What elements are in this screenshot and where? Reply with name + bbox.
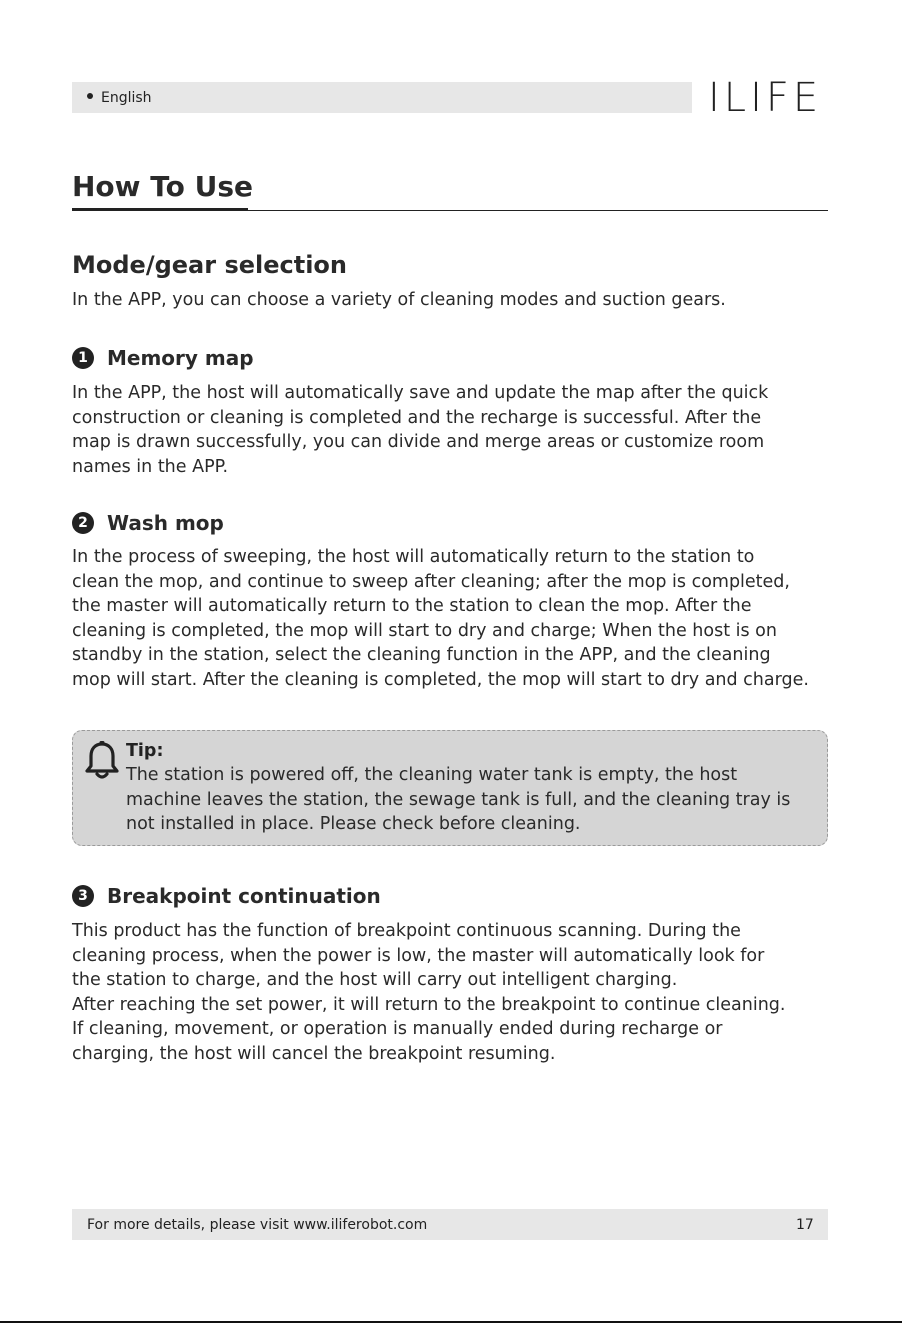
tip-line: not installed in place. Please check before cleaning. xyxy=(126,814,581,835)
body-line: construction or cleaning is completed and the recharge is successful. After the xyxy=(72,407,762,428)
number-3-icon: 3 xyxy=(72,885,94,907)
body-line: names in the APP. xyxy=(72,456,229,477)
tip-line: The station is powered off, the cleaning water tank is empty, the host xyxy=(126,765,738,785)
body-line: cleaning is completed, the mop will start to dry and charge; When the host is on xyxy=(72,620,777,641)
body-line: After reaching the set power, it will return to the breakpoint to continue cleaning. xyxy=(72,994,786,1015)
body-line: clean the mop, and continue to sweep after cleaning; after the mop is completed, xyxy=(72,571,790,592)
body-line: mop will start. After the cleaning is completed, the mop will start to dry and charge. xyxy=(72,669,809,690)
tip-label: Tip: xyxy=(126,741,164,761)
bell-icon xyxy=(84,740,120,780)
body-line: If cleaning, movement, or operation is manually ended during recharge or xyxy=(72,1019,723,1040)
body-line: standby in the station, select the cleaning function in the APP, and the cleaning xyxy=(72,645,771,666)
page-number: 17 xyxy=(796,1217,814,1233)
item-body-memory-map xyxy=(72,381,852,479)
item-body-breakpoint-continuation xyxy=(72,919,852,1067)
header-bar xyxy=(72,82,692,113)
item-body-wash-mop xyxy=(72,545,852,693)
bottom-rule xyxy=(0,1321,902,1323)
item-heading-memory-map xyxy=(72,344,254,372)
item-title: Breakpoint continuation xyxy=(107,884,381,908)
body-line: charging, the host will cancel the breakpoint resuming. xyxy=(72,1043,556,1064)
footer-text: For more details, please visit www.iliferobot.com xyxy=(87,1217,428,1233)
number-2-icon: 2 xyxy=(72,512,94,534)
body-line: In the process of sweeping, the host will automatically return to the station to xyxy=(72,547,755,567)
page-title: How To Use xyxy=(72,170,254,203)
section-heading: Mode/gear selection xyxy=(72,251,348,279)
body-line: In the APP, the host will automatically save and update the map after the quick xyxy=(72,383,769,403)
tip-line: machine leaves the station, the sewage tank is full, and the cleaning tray is xyxy=(126,789,791,810)
language-label: English xyxy=(87,88,152,108)
title-underline xyxy=(72,208,248,211)
tip-text xyxy=(126,763,790,837)
item-heading-breakpoint-continuation xyxy=(72,882,381,910)
item-heading-wash-mop xyxy=(72,509,224,537)
body-line: This product has the function of breakpoint continuous scanning. During the xyxy=(72,921,741,941)
item-title: Memory map xyxy=(107,346,254,370)
body-line: the station to charge, and the host will carry out intelligent charging. xyxy=(72,970,678,991)
number-1-icon: 1 xyxy=(72,347,94,369)
body-line: cleaning process, when the power is low, the master will automatically look for xyxy=(72,945,765,966)
body-line: the master will automatically return to the station to clean the mop. After the xyxy=(72,596,752,617)
item-title: Wash mop xyxy=(107,511,224,535)
body-line: map is drawn successfully, you can divide and merge areas or customize room xyxy=(72,432,765,453)
brand-logo: ILIFE xyxy=(708,75,823,121)
bullet-icon xyxy=(87,93,93,99)
section-intro: In the APP, you can choose a variety of cleaning modes and suction gears. xyxy=(72,290,726,310)
